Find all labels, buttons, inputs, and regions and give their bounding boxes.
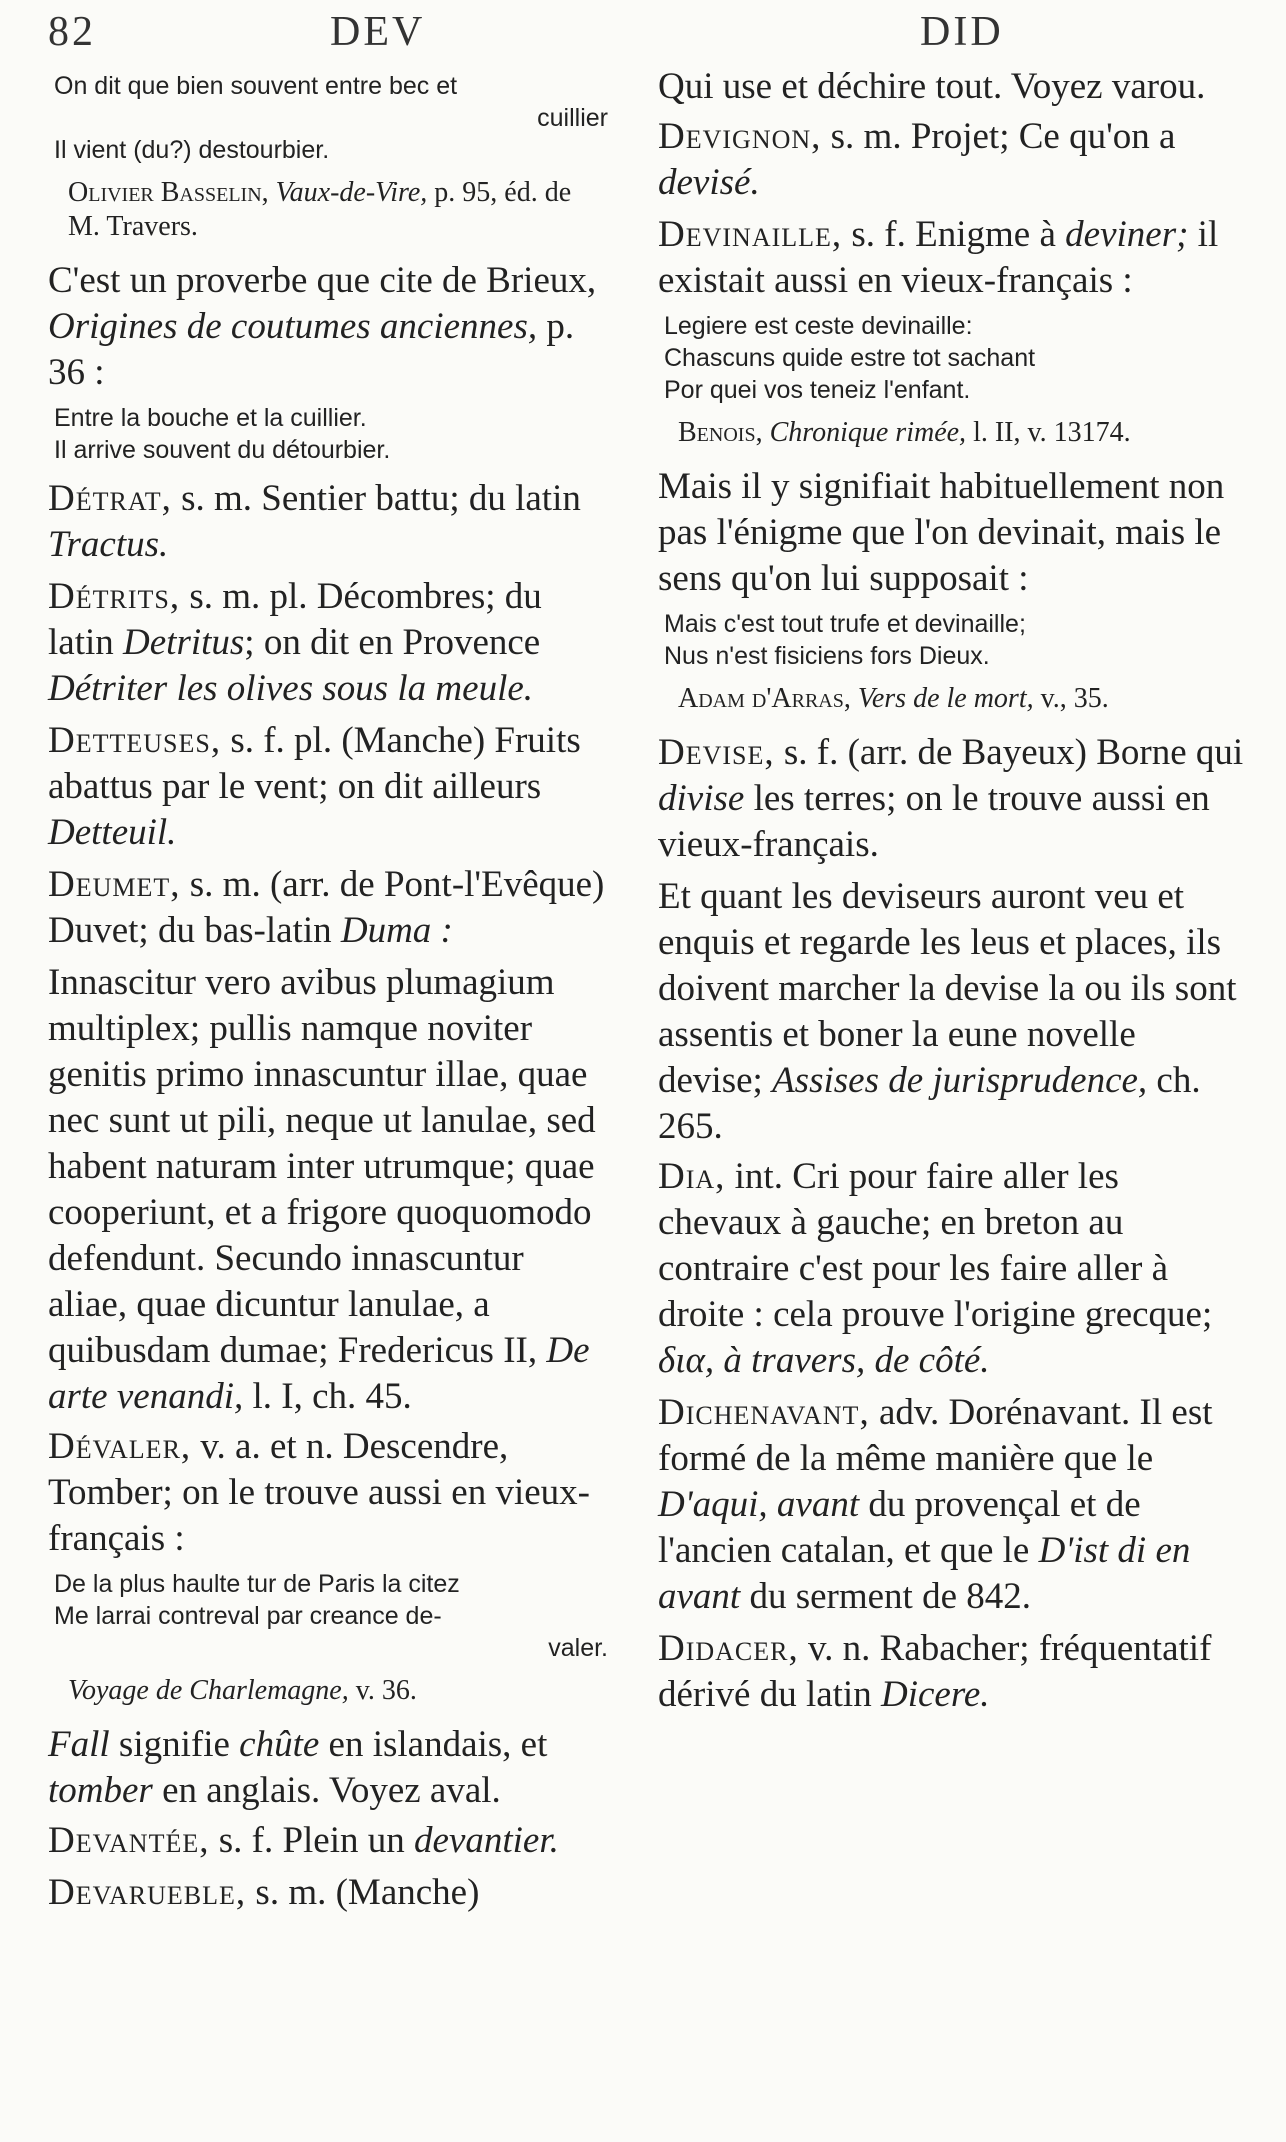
example: Détriter les olives sous la meule.	[48, 668, 534, 709]
headword: Deumet,	[48, 864, 181, 905]
definition: v. n. Rabacher; fréquentatif dérivé du latin	[658, 1628, 1212, 1715]
running-head-left: DEV	[330, 9, 426, 55]
etymon: Detritus	[123, 622, 245, 663]
headword: Détrits,	[48, 576, 181, 617]
text: signifie	[118, 1724, 230, 1765]
etymon: Detteuil.	[48, 812, 177, 853]
text: p. 36 :	[48, 306, 575, 393]
paragraph-proverbe	[48, 258, 608, 396]
running-head-right: DID	[920, 9, 1004, 55]
etymon: Tractus.	[48, 524, 169, 565]
text-italic: De arte venandi,	[48, 1330, 590, 1417]
entry-detrat	[48, 476, 608, 568]
definition: les terres; on le trouve aussi en vieux-français.	[658, 778, 1210, 865]
cite-work: Vers de le mort,	[857, 683, 1034, 714]
text: en anglais. Voyez aval.	[162, 1770, 501, 1811]
etymon: δια, à travers, de côté.	[658, 1340, 990, 1381]
definition: s. m. pl. Décombres; du latin	[48, 576, 542, 663]
cite-rest: p. 95, éd. de M. Travers.	[68, 177, 572, 242]
text: en islandais, et	[328, 1724, 548, 1765]
quote-benois	[664, 310, 1248, 406]
entry-detteuses	[48, 718, 608, 856]
headword: Didacer,	[658, 1628, 799, 1669]
paragraph-deviseurs	[658, 874, 1248, 1150]
entry-devantee	[48, 1818, 608, 1864]
quote-line: De la plus haulte tur de Paris la citez	[54, 1570, 460, 1598]
definition: int. Cri pour faire aller les chevaux à gauche; en breton au contraire c'est pour les faire aller à droite : cela prouve l'origine grecque;	[658, 1156, 1213, 1335]
quote-line: cuillier	[537, 104, 608, 132]
entry-devignon	[658, 114, 1248, 206]
entry-detrits	[48, 574, 608, 712]
quote-line: Legiere est ceste devinaille:	[664, 312, 973, 340]
headword: Devarueble,	[48, 1872, 247, 1913]
headword: Detteuses,	[48, 720, 222, 761]
cite-work: Voyage de Charlemagne,	[68, 1675, 349, 1706]
cite-rest: v. 36.	[355, 1675, 417, 1706]
quote-line: Entre la bouche et la cuillier.	[54, 404, 367, 432]
text: ch. 265.	[658, 1060, 1201, 1147]
etymon: D'aqui, avant	[658, 1484, 860, 1525]
etymon: deviner;	[1065, 214, 1189, 255]
citation-adam	[678, 682, 1248, 716]
definition: ; on dit en Provence	[244, 622, 541, 663]
latin-quotation	[48, 960, 608, 1420]
quote-line: Il vient (du?) destourbier.	[54, 136, 330, 164]
headword: Dia,	[658, 1156, 726, 1197]
cite-author: Benois,	[678, 417, 763, 448]
definition: s. f. pl. (Manche) Fruits abattus par le vent; on dit ailleurs	[48, 720, 581, 807]
left-column	[48, 64, 608, 1922]
citation-benois	[678, 416, 1248, 450]
headword: Devantée,	[48, 1820, 210, 1861]
cite-rest: v., 35.	[1040, 683, 1109, 714]
paragraph-fall	[48, 1722, 608, 1814]
quote-charlemagne	[54, 1568, 608, 1664]
text-italic: tomber	[48, 1770, 153, 1811]
paragraph-sens: Mais il y signifiait habituellement non pas l'énigme que l'on devinait, mais le sens qu'on lui supposait :	[658, 466, 1225, 599]
etymon: Dicere.	[880, 1674, 990, 1715]
entry-didacer	[658, 1626, 1248, 1718]
quote-line: Il arrive souvent du détourbier.	[54, 436, 391, 464]
text: Innascitur vero avibus plumagium multiplex; pullis namque noviter genitis primo innascuntur illae, quae nec sunt ut pili, neque ut lanulae, sed habent naturam inter utrumque; quae cooperiunt, et a frigore quoquomodo defendunt. Secundo innascuntur aliae, quae dicuntur lanulae, a quibusdam dumae; Fredericus II,	[48, 962, 596, 1371]
cite-work: Vaux-de-Vire,	[275, 177, 428, 208]
definition: adv. Dorénavant. Il est formé de la même manière que le	[658, 1392, 1213, 1479]
citation-basselin	[68, 176, 608, 244]
text-italic: Origines de coutumes anciennes,	[48, 306, 538, 347]
headword: Dévaler,	[48, 1426, 192, 1467]
quote-line: Mais c'est tout trufe et devinaille;	[664, 610, 1026, 638]
definition: s. f. (arr. de Bayeux) Borne qui	[783, 732, 1244, 773]
right-column	[658, 64, 1248, 1724]
quote-basselin	[54, 70, 608, 166]
definition: s. f. Enigme à	[851, 214, 1056, 255]
cite-work: Chronique rimée,	[769, 417, 967, 448]
quote-line: Nus n'est fisiciens fors Dieux.	[664, 642, 990, 670]
entry-devinaille	[658, 212, 1248, 304]
definition: v. a. et n. Descendre, Tomber; on le trouve aussi en vieux-français :	[48, 1426, 590, 1559]
quote-adam	[664, 608, 1248, 672]
definition: du serment de 842.	[749, 1576, 1031, 1617]
etymon: D'ist di en avant	[658, 1530, 1191, 1617]
cite-rest: l. II, v. 13174.	[973, 417, 1131, 448]
quote-line: Chascuns quide estre tot sachant	[664, 344, 1036, 372]
text-italic: Fall	[48, 1724, 110, 1765]
definition: s. m. Sentier battu; du latin	[181, 478, 581, 519]
entry-devarueble	[48, 1870, 608, 1916]
definition: s. f. Plein un	[218, 1820, 405, 1861]
citation-charlemagne	[68, 1674, 608, 1708]
text: l. I, ch. 45.	[252, 1376, 412, 1417]
entry-deumet	[48, 862, 608, 954]
cite-author: Adam d'Arras,	[678, 683, 851, 714]
entry-devaler	[48, 1424, 608, 1562]
definition: s. m. Projet; Ce qu'on a	[830, 116, 1176, 157]
headword: Devignon,	[658, 116, 822, 157]
entry-devise	[658, 730, 1248, 868]
entry-dia	[658, 1154, 1248, 1384]
entry-dichenavant	[658, 1390, 1248, 1620]
paragraph-continuation: Qui use et déchire tout. Voyez varou.	[658, 66, 1206, 107]
etymon: devantier.	[414, 1820, 559, 1861]
definition: s. m. (Manche)	[255, 1872, 480, 1913]
definition: il existait aussi en vieux-français :	[658, 214, 1219, 301]
text: C'est un proverbe que cite de Brieux,	[48, 260, 597, 301]
quote-line: valer.	[548, 1634, 608, 1662]
definition: s. m. (arr. de Pont-l'Evêque) Duvet; du bas-latin	[48, 864, 605, 951]
headword: Détrat,	[48, 478, 172, 519]
etymon: devisé.	[658, 162, 760, 203]
headword: Dichenavant,	[658, 1392, 870, 1433]
quote-line: Me larrai contreval par creance de-	[54, 1602, 442, 1630]
cite-author: Olivier Basselin,	[68, 177, 269, 208]
quote-proverbe	[54, 402, 608, 466]
text-italic: chûte	[239, 1724, 320, 1765]
page-number: 82	[48, 9, 96, 55]
etymon: divise	[658, 778, 745, 819]
headword: Devise,	[658, 732, 775, 773]
quote-line: Por quei vos teneiz l'enfant.	[664, 376, 971, 404]
quote-line: On dit que bien souvent entre bec et	[54, 72, 458, 100]
etymon: Duma :	[340, 910, 453, 951]
headword: Devinaille,	[658, 214, 843, 255]
text: Et quant les deviseurs auront veu et enquis et regarde les leus et places, ils doivent marcher la devise la ou ils sont assentis et boner la eune novelle devise;	[658, 876, 1237, 1101]
definition: du provençal et de l'ancien catalan, et que le	[658, 1484, 1141, 1571]
text-italic: Assises de jurisprudence,	[772, 1060, 1148, 1101]
